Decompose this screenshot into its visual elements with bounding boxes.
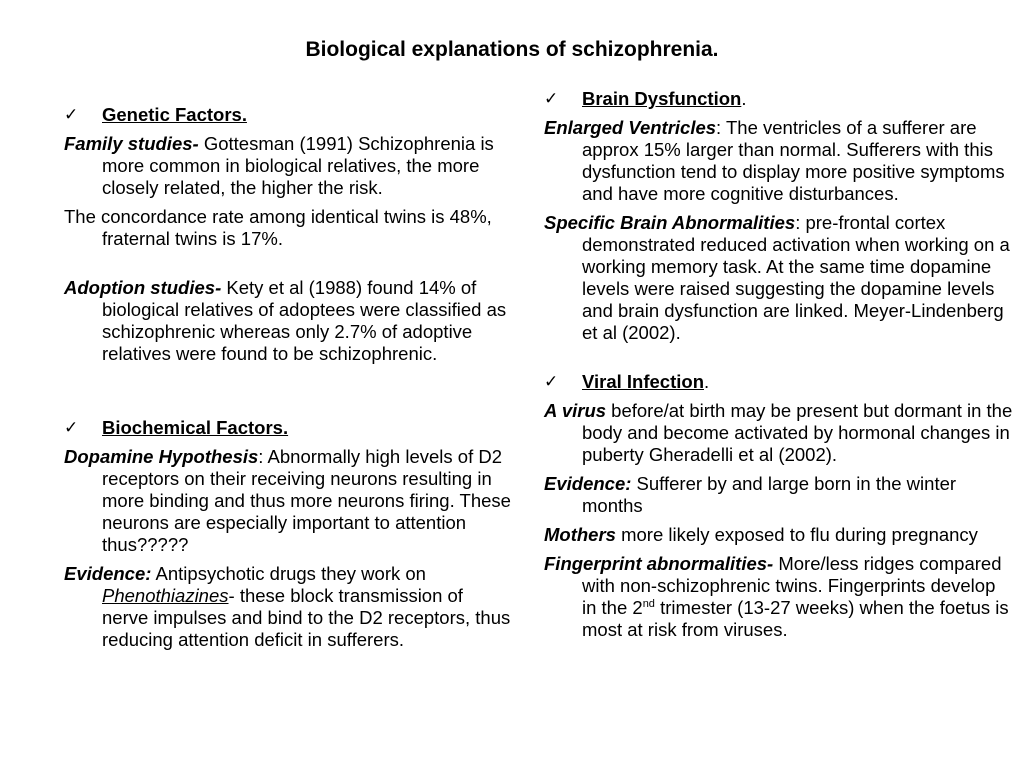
fingerprint-superscript: nd [642,597,655,610]
viral-evidence-paragraph [544,473,1014,517]
biochemical-heading [64,417,514,439]
checkmark-icon: ✓ [64,105,79,124]
genetic-heading [64,104,514,126]
viral-evidence-lead: Evidence: [544,473,632,494]
adoption-studies-text: Kety et al (1988) found 14% of biological relatives of adoptees were classified as schizophrenic whereas only 2.7% of adoptive relatives were found to be schizophrenic. [102,277,507,364]
page-title: Biological explanations of schizophrenia. [305,38,719,61]
biochemical-evidence-text: Antipsychotic drugs they work on [151,563,426,584]
biochemical-heading-text: Biochemical Factors. [102,417,289,438]
fingerprint-lead: Fingerprint abnormalities- [544,553,774,574]
family-studies-text: Gottesman (1991) Schizophrenia is more common in biological relatives, the more closely related, the higher the risk. [102,133,494,198]
brain-heading [544,88,1014,110]
dopamine-text: : Abnormally high levels of D2 receptors on their receiving neurons resulting in more binding and thus more neurons firing. These neurons are especially important to attention thus????? [102,446,511,555]
biochemical-evidence-text-2: - these block transmission of nerve impulses and bind to the D2 receptors, thus reducing attention deficit in sufferers. [102,585,511,650]
viral-evidence-text: Sufferer by and large born in the winter months [582,473,957,516]
brain-abnormalities-paragraph [544,212,1014,344]
fingerprint-paragraph [544,553,1014,641]
ventricles-text: : The ventricles of a sufferer are approx 15% larger than normal. Sufferers with this dysfunction tend to display more positive symptoms and have more cognitive disturbances. [582,117,1005,204]
virus-paragraph [544,400,1014,466]
brain-abnormalities-lead: Specific Brain Abnormalities [544,212,796,233]
mothers-lead: Mothers [544,524,616,545]
biochemical-evidence-lead: Evidence: [64,563,152,584]
dopamine-paragraph [64,446,514,556]
concordance-paragraph: The concordance rate among identical twins is 48%, fraternal twins is 17%. [64,206,492,249]
family-studies-paragraph [64,133,514,199]
phenothiazines-term: Phenothiazines [102,585,229,606]
viral-heading [544,371,1014,393]
family-studies-lead: Family studies- [64,133,199,154]
genetic-heading-text: Genetic Factors. [102,104,247,125]
right-column [544,88,1014,648]
left-column [64,104,514,658]
adoption-studies-lead: Adoption studies- [64,277,222,298]
virus-text: before/at birth may be present but dormant in the body and become activated by hormonal changes in puberty Gheradelli et al (2002). [582,400,1013,465]
checkmark-icon: ✓ [544,372,559,391]
mothers-text: more likely exposed to flu during pregnancy [615,524,978,545]
fingerprint-text-2: trimester (13-27 weeks) when the foetus is most at risk from viruses. [582,597,1009,640]
virus-lead: A virus [544,400,607,421]
brain-heading-text: Brain Dysfunction [582,88,742,109]
fingerprint-text: More/less ridges compared with non-schizophrenic twins. Fingerprints develop in the 2 [582,553,1002,618]
viral-heading-suffix: . [704,371,710,392]
brain-heading-suffix: . [741,88,747,109]
checkmark-icon: ✓ [64,418,79,437]
mothers-paragraph [544,524,1014,546]
biochemical-evidence-paragraph [64,563,514,651]
checkmark-icon: ✓ [544,89,559,108]
brain-abnormalities-text: : pre-frontal cortex demonstrated reduced activation when working on a working memory task. At the same time dopamine levels were raised suggesting the dopamine levels and brain dysfunction are linked. Meyer-Lindenberg et al (2002). [582,212,1010,343]
adoption-studies-paragraph [64,277,514,365]
ventricles-paragraph [544,117,1014,205]
ventricles-lead: Enlarged Ventricles [544,117,717,138]
viral-heading-text: Viral Infection [582,371,704,392]
dopamine-lead: Dopamine Hypothesis [64,446,259,467]
